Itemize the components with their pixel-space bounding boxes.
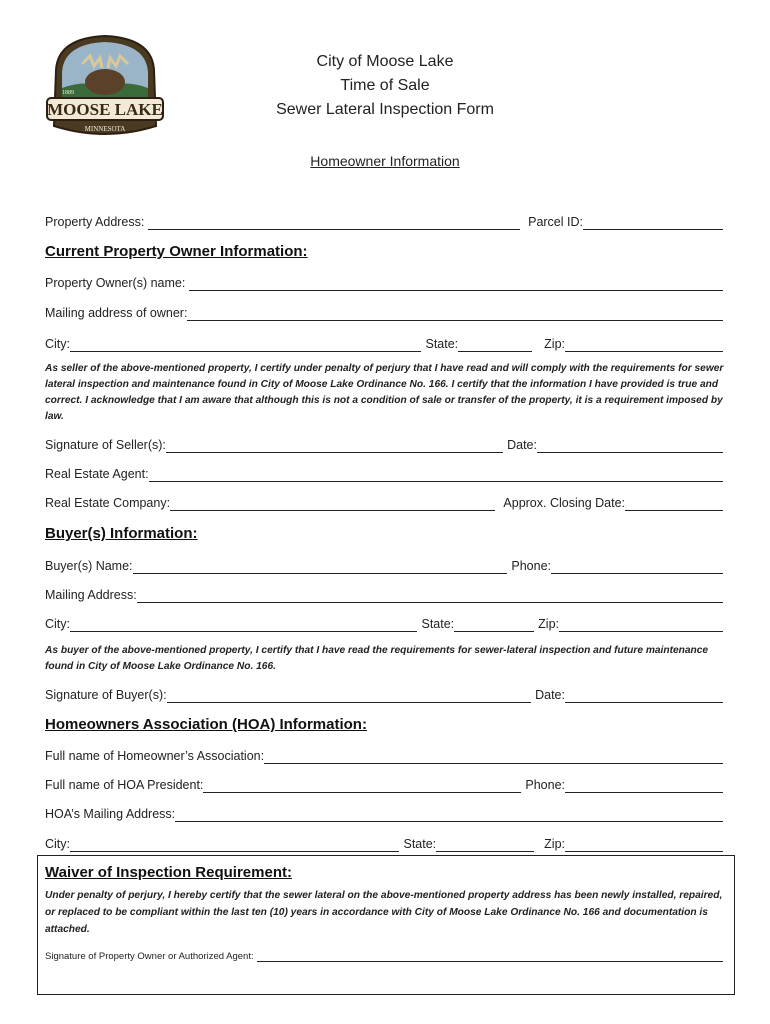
hoa-city-field[interactable] xyxy=(70,837,399,852)
buyer-date-field[interactable] xyxy=(565,688,723,703)
buyer-city-field[interactable] xyxy=(70,617,417,632)
title-form-name: Sewer Lateral Inspection Form xyxy=(276,101,494,118)
hoa-mailing-field[interactable] xyxy=(175,807,723,822)
closing-date-label: Approx. Closing Date: xyxy=(503,496,625,510)
buyer-signature-field[interactable] xyxy=(167,688,532,703)
owner-section-heading: Current Property Owner Information: xyxy=(45,243,308,260)
buyer-name-label: Buyer(s) Name: xyxy=(45,559,133,573)
form-title xyxy=(200,50,570,122)
owner-mailing-field[interactable] xyxy=(187,306,723,321)
seller-signature-field[interactable] xyxy=(166,438,503,453)
hoa-president-row xyxy=(45,775,723,793)
hoa-city-label: City: xyxy=(45,837,70,851)
hoa-phone-field[interactable] xyxy=(565,778,723,793)
waiver-signature-row xyxy=(45,949,723,962)
owner-city-label: City: xyxy=(45,337,70,351)
title-time-of-sale: Time of Sale xyxy=(340,77,430,94)
buyer-section-heading: Buyer(s) Information: xyxy=(45,525,198,542)
owner-name-row xyxy=(45,273,723,291)
buyer-certification: As buyer of the above-mentioned property, I certify that I have read the requirements for sewer-lateral inspection and future maintenance found in City of Moose Lake Ordinance No. 166. xyxy=(45,645,709,672)
owner-mailing-row xyxy=(45,303,723,321)
property-address-row xyxy=(45,212,723,230)
buyer-signature-row xyxy=(45,685,723,703)
seller-certification: As seller of the above-mentioned property, I certify under penalty of perjury that I have read and will comply with the requirements for sewer lateral inspection and maintenance found in City of Moose Lake Ordinance No. 166. I certify that the information I have provided is true and correct. I acknowledge that I am aware that although this is not a condition of sale or transfer of the property, it is a requirement imposed by law. xyxy=(45,363,724,422)
owner-mailing-label: Mailing address of owner: xyxy=(45,306,188,320)
seller-signature-label: Signature of Seller(s): xyxy=(45,438,166,452)
company-field[interactable] xyxy=(170,496,495,511)
hoa-name-label: Full name of Homeowner’s Association: xyxy=(45,749,265,763)
buyer-city-row xyxy=(45,614,723,632)
seller-date-field[interactable] xyxy=(537,438,723,453)
buyer-phone-field[interactable] xyxy=(551,559,723,574)
owner-zip-label: Zip: xyxy=(544,337,565,351)
waiver-signature-label: Signature of Property Owner or Authorized Agent: xyxy=(45,951,254,962)
company-row xyxy=(45,493,723,511)
buyer-mailing-row xyxy=(45,585,723,603)
buyer-city-label: City: xyxy=(45,617,70,631)
waiver-text: Under penalty of perjury, I hereby certify that the sewer lateral on the above-mentioned property address has been newly installed, repaired, or replaced to be compliant within the last ten (10) years in accordance with City of Moose Lake Ordinance No. 166 and documentation is attached. xyxy=(45,890,723,935)
hoa-mailing-label: HOA’s Mailing Address: xyxy=(45,807,176,821)
moose-lake-logo xyxy=(44,30,166,142)
logo-banner-text: MOOSE LAKE xyxy=(47,100,163,119)
title-city: City of Moose Lake xyxy=(316,53,454,70)
owner-state-label: State: xyxy=(425,337,459,351)
seller-date-label: Date: xyxy=(507,438,537,452)
buyer-phone-label: Phone: xyxy=(511,559,551,573)
owner-city-row xyxy=(45,334,723,352)
property-address-label: Property Address: xyxy=(45,215,145,229)
buyer-state-label: State: xyxy=(421,617,455,631)
logo-year-text: 1889 xyxy=(62,90,74,96)
parcel-id-label: Parcel ID: xyxy=(528,215,583,229)
company-label: Real Estate Company: xyxy=(45,496,171,510)
buyer-name-row xyxy=(45,556,723,574)
closing-date-field[interactable] xyxy=(625,496,723,511)
hoa-zip-field[interactable] xyxy=(565,837,723,852)
buyer-zip-field[interactable] xyxy=(559,617,723,632)
agent-label: Real Estate Agent: xyxy=(45,467,149,481)
hoa-zip-label: Zip: xyxy=(544,837,565,851)
agent-field[interactable] xyxy=(149,467,723,482)
owner-zip-field[interactable] xyxy=(565,337,723,352)
buyer-mailing-label: Mailing Address: xyxy=(45,588,137,602)
hoa-president-label: Full name of HOA President: xyxy=(45,778,204,792)
buyer-date-label: Date: xyxy=(535,688,565,702)
buyer-mailing-field[interactable] xyxy=(137,588,723,603)
waiver-heading: Waiver of Inspection Requirement: xyxy=(45,864,292,881)
hoa-section-heading: Homeowners Association (HOA) Information: xyxy=(45,716,367,733)
hoa-state-field[interactable] xyxy=(436,837,534,852)
buyer-zip-label: Zip: xyxy=(538,617,559,631)
waiver-signature-field[interactable] xyxy=(257,949,723,962)
logo-state-text: MINNESOTA xyxy=(84,125,126,133)
buyer-state-field[interactable] xyxy=(454,617,534,632)
owner-name-label: Property Owner(s) name: xyxy=(45,276,186,290)
property-address-field[interactable] xyxy=(148,215,520,230)
hoa-name-row xyxy=(45,746,723,764)
owner-name-field[interactable] xyxy=(189,276,723,291)
hoa-president-field[interactable] xyxy=(203,778,521,793)
form-subtitle: Homeowner Information xyxy=(310,153,460,169)
owner-city-field[interactable] xyxy=(70,337,421,352)
buyer-name-field[interactable] xyxy=(133,559,508,574)
owner-state-field[interactable] xyxy=(458,337,532,352)
buyer-signature-label: Signature of Buyer(s): xyxy=(45,688,167,702)
agent-row xyxy=(45,464,723,482)
parcel-id-field[interactable] xyxy=(583,215,723,230)
hoa-state-label: State: xyxy=(403,837,437,851)
hoa-mailing-row xyxy=(45,804,723,822)
seller-signature-row xyxy=(45,435,723,453)
hoa-name-field[interactable] xyxy=(264,749,723,764)
hoa-phone-label: Phone: xyxy=(525,778,565,792)
hoa-city-row xyxy=(45,834,723,852)
